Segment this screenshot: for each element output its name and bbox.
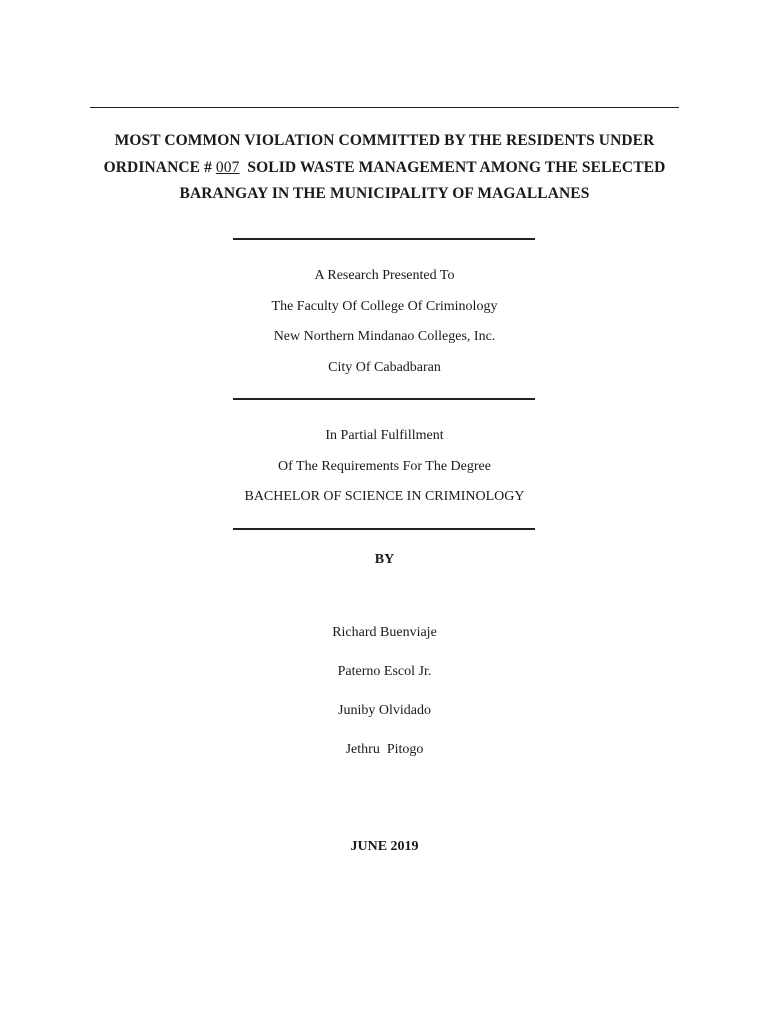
top-divider — [90, 107, 679, 108]
title-line-2-suffix: SOLID WASTE MANAGEMENT AMONG THE SELECTED — [239, 158, 666, 176]
divider-1 — [233, 238, 535, 240]
author-name: Juniby Olvidado — [338, 703, 431, 718]
submission-date: JUNE 2019 — [350, 839, 419, 854]
title-line-1: MOST COMMON VIOLATION COMMITTED BY THE RESIDENTS UNDER — [114, 132, 655, 149]
presentation-block — [90, 261, 679, 383]
presentation-line: A Research Presented To — [314, 268, 455, 283]
fulfillment-block — [90, 421, 679, 513]
authors-list — [90, 613, 679, 769]
divider-2 — [233, 398, 535, 400]
fulfillment-line: In Partial Fulfillment — [325, 428, 444, 443]
divider-3 — [233, 528, 535, 530]
title-line-2-prefix: ORDINANCE # — [103, 158, 216, 176]
degree-name: BACHELOR OF SCIENCE IN CRIMINOLOGY — [244, 489, 525, 504]
fulfillment-line: Of The Requirements For The Degree — [278, 458, 491, 474]
title-line-2 — [90, 155, 679, 182]
presentation-line: City Of Cabadbaran — [328, 359, 441, 375]
presentation-line: The Faculty Of College Of Criminology — [271, 298, 498, 314]
thesis-title — [90, 128, 679, 208]
by-label: BY — [374, 552, 395, 567]
author-name: Jethru Pitogo — [345, 742, 424, 757]
author-name: Paterno Escol Jr. — [337, 664, 432, 679]
ordinance-number: 007 — [215, 158, 240, 176]
title-line-3: BARANGAY IN THE MUNICIPALITY OF MAGALLANES — [179, 185, 590, 202]
author-name: Richard Buenviaje — [332, 625, 437, 640]
presentation-line: New Northern Mindanao Colleges, Inc. — [273, 329, 496, 344]
